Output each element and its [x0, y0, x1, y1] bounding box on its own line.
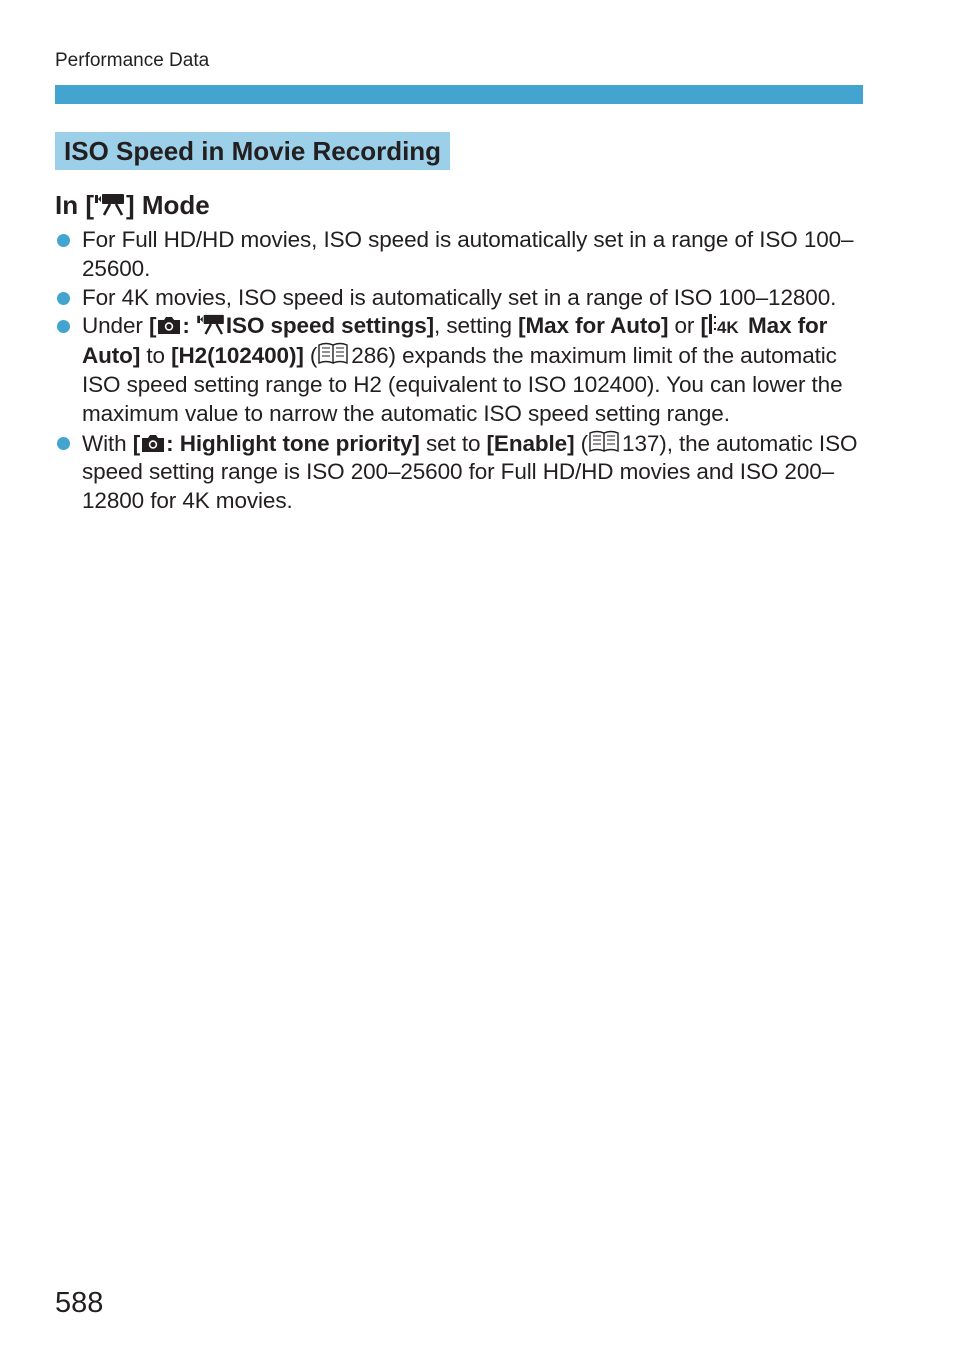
menu-ref-open: [	[132, 430, 141, 456]
subsection-heading-before: In [	[55, 190, 94, 220]
menu-ref-highlight-tone: : Highlight tone priority]	[166, 430, 420, 456]
bullet-dot	[57, 320, 70, 333]
list-item	[55, 226, 865, 284]
page-reference[interactable]: 137	[622, 430, 660, 456]
bullet-text: ), the automatic ISO speed setting range is ISO 200–25600 for Full HD/HD movies and ISO 200–12800 for 4K movies.	[82, 430, 858, 514]
bullet-dot	[57, 234, 70, 247]
subsection-heading-after: ] Mode	[126, 190, 210, 220]
camera-icon	[156, 315, 182, 335]
bullet-text: , setting	[434, 313, 519, 339]
movie-camera-icon	[196, 313, 226, 335]
bullet-text: For 4K movies, ISO speed is automatically set in a range of ISO 100–12800.	[82, 284, 837, 310]
menu-ref-max-auto: [Max for Auto]	[518, 313, 669, 339]
section-title: ISO Speed in Movie Recording	[55, 132, 450, 170]
camera-icon	[140, 433, 166, 453]
list-item	[55, 312, 865, 428]
bullet-text: (	[574, 430, 589, 456]
menu-ref-4k-max-auto: Max for Auto]	[82, 313, 828, 369]
bullet-text: ) expands the maximum limit of the automatic ISO speed setting range to H2 (equivalent to ISO 102400). You can lower the maximum value to narrow the automatic ISO speed setting range.	[82, 343, 843, 426]
page-reference[interactable]: 286	[351, 343, 389, 369]
menu-ref-open: [	[148, 313, 157, 339]
book-page-reference-icon	[317, 341, 351, 365]
menu-ref-enable: [Enable]	[486, 430, 575, 456]
bullet-text: or	[668, 313, 701, 339]
subsection-heading	[55, 189, 210, 221]
running-header: Performance Data	[55, 50, 210, 71]
bullet-list	[55, 226, 865, 516]
bullet-text: Under	[82, 313, 149, 339]
list-item	[55, 429, 865, 516]
bullet-dot	[57, 292, 70, 305]
menu-ref-colon: :	[182, 313, 196, 339]
bullet-text: With	[82, 430, 133, 456]
book-page-reference-icon	[588, 429, 622, 453]
movie-camera-icon	[94, 192, 126, 216]
page-number: 588	[55, 1287, 104, 1319]
bullet-text: to	[140, 343, 172, 369]
menu-ref-open: [	[700, 313, 708, 339]
menu-ref-iso-settings: ISO speed settings]	[225, 313, 435, 339]
bullet-text: For Full HD/HD movies, ISO speed is automatically set in a range of ISO 100–25600.	[82, 227, 854, 281]
menu-ref-h2: [H2(102400)]	[171, 343, 304, 369]
4k-movie-icon	[708, 313, 742, 335]
bullet-text: (	[303, 343, 318, 369]
bullet-dot	[57, 437, 70, 450]
list-item	[55, 284, 865, 313]
bullet-text: set to	[419, 430, 487, 456]
svg-text:4K: 4K	[716, 318, 739, 336]
header-rule	[55, 85, 863, 104]
